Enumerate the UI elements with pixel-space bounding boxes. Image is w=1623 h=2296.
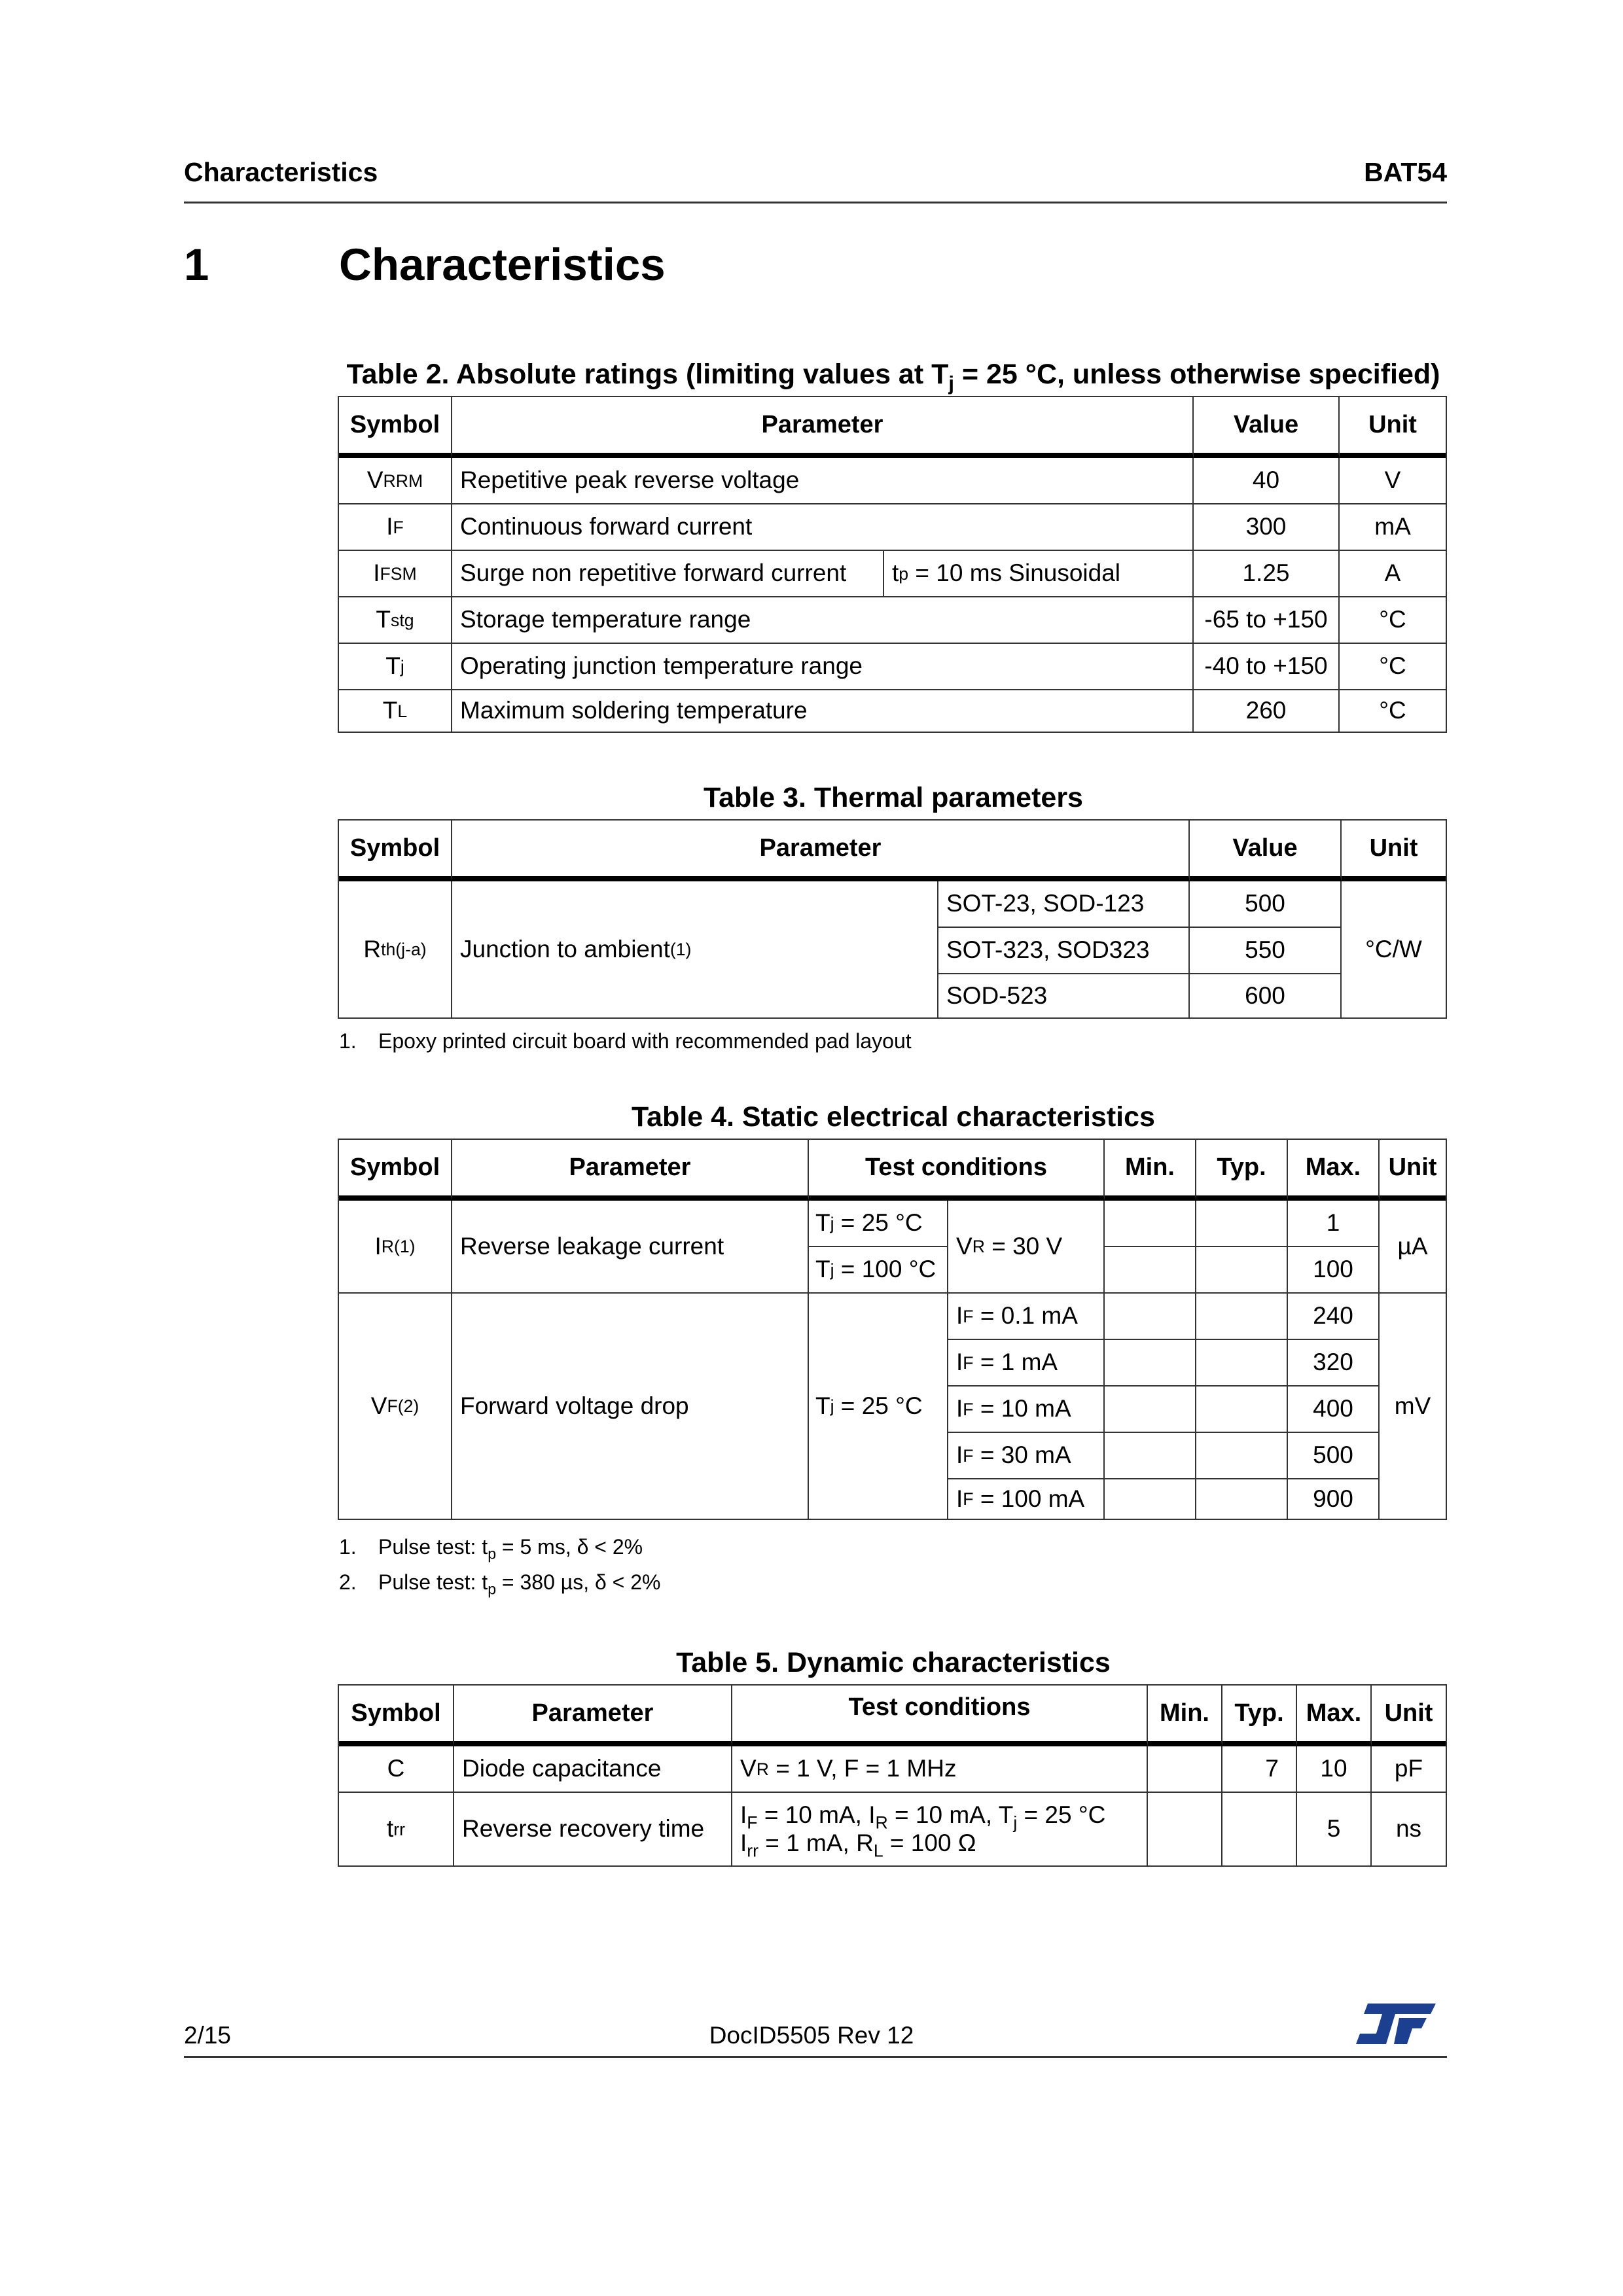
t4-typ	[1196, 1294, 1288, 1340]
t4-typ	[1196, 1386, 1288, 1433]
t4-max: 240	[1288, 1294, 1380, 1340]
t5-max: 10	[1297, 1746, 1372, 1793]
t3-value: 550	[1190, 928, 1342, 974]
t4-note-number: 2.	[339, 1570, 357, 1594]
t4-min	[1105, 1386, 1196, 1433]
t3-package: SOT-23, SOD-123	[938, 881, 1190, 928]
t4-note: Pulse test: $t_p = 380$ µs, δ < 2%	[378, 1570, 661, 1598]
table2	[338, 396, 1447, 733]
table4	[338, 1139, 1447, 1520]
t4-ir-temp: T j = 100 °C	[809, 1247, 948, 1294]
t2-parameter: Storage temperature range	[452, 597, 1194, 644]
t5-condition	[732, 1793, 1148, 1865]
t5-min	[1148, 1746, 1222, 1793]
t2-value: -40 to +150	[1194, 644, 1340, 690]
t5-min	[1148, 1793, 1222, 1865]
t2-symbol: T L	[339, 690, 452, 732]
t3-header-symbol: Symbol	[339, 821, 452, 881]
t4-max: 1	[1288, 1201, 1380, 1247]
st-logo	[1353, 2001, 1438, 2047]
table5	[338, 1684, 1447, 1867]
section-title: Characteristics	[339, 239, 666, 290]
t5-condition: V R = 1 V, F = 1 MHz	[732, 1746, 1148, 1793]
header-rule	[184, 202, 1447, 203]
t2-parameter: Surge non repetitive forward current	[452, 551, 884, 597]
t5-header-max: Max.	[1297, 1686, 1372, 1746]
t4-vf-temp: T j = 25 °C	[809, 1294, 948, 1519]
t5-typ	[1222, 1793, 1297, 1865]
t2-unit: °C	[1340, 644, 1446, 690]
t4-vf-parameter: Forward voltage drop	[452, 1294, 809, 1519]
t2-header-parameter: Parameter	[452, 397, 1194, 458]
table3-caption: Table 3. Thermal parameters	[704, 782, 1083, 813]
t5-symbol: C	[339, 1746, 454, 1793]
t4-header-min: Min.	[1105, 1140, 1196, 1201]
t2-symbol: I F	[339, 504, 452, 551]
t4-typ	[1196, 1201, 1288, 1247]
t4-typ	[1196, 1247, 1288, 1294]
t2-unit: mA	[1340, 504, 1446, 551]
t2-symbol: T j	[339, 644, 452, 690]
t2-symbol: V RRM	[339, 458, 452, 504]
t2-value: 1.25	[1194, 551, 1340, 597]
t4-header-unit: Unit	[1380, 1140, 1446, 1201]
t2-unit: V	[1340, 458, 1446, 504]
section-number: 1	[184, 239, 209, 290]
t3-note-number: 1.	[339, 1029, 357, 1053]
page-number: 2/15	[184, 2022, 232, 2049]
t3-package: SOD-523	[938, 974, 1190, 1017]
t4-vf-if: I F = 10 mA	[948, 1386, 1105, 1433]
t4-vf-if: I F = 0.1 mA	[948, 1294, 1105, 1340]
t4-max: 320	[1288, 1340, 1380, 1386]
st-logo-icon	[1353, 2001, 1438, 2047]
doc-id: DocID5505 Rev 12	[709, 2022, 914, 2049]
t4-header-parameter: Parameter	[452, 1140, 809, 1201]
t4-typ	[1196, 1433, 1288, 1479]
t4-min	[1105, 1247, 1196, 1294]
t4-min	[1105, 1433, 1196, 1479]
t4-header-max: Max.	[1288, 1140, 1380, 1201]
t5-parameter: Reverse recovery time	[454, 1793, 732, 1865]
t4-header-test: Test conditions	[809, 1140, 1105, 1201]
t3-note: Epoxy printed circuit board with recommended pad layout	[378, 1029, 912, 1053]
running-header-right: BAT54	[1364, 157, 1447, 187]
t4-typ	[1196, 1340, 1288, 1386]
t4-typ	[1196, 1479, 1288, 1519]
t5-condition-line: $I_F = 10$ mA, $I_R = 10$ mA, $T_j = 25$ °C	[740, 1801, 1106, 1833]
t2-value: 260	[1194, 690, 1340, 732]
t4-max: 400	[1288, 1386, 1380, 1433]
t2-header-symbol: Symbol	[339, 397, 452, 458]
t5-header-typ: Typ.	[1222, 1686, 1297, 1746]
table2-caption: Table 2. Absolute ratings (limiting values at $T_j = 25$ °C, unless otherwise specified)	[346, 359, 1440, 395]
t3-unit: °C/W	[1365, 935, 1422, 963]
t3-header-parameter: Parameter	[452, 821, 1190, 881]
t2-symbol: I FSM	[339, 551, 452, 597]
t3-symbol: R th(j-a)	[339, 881, 452, 1017]
t5-symbol: t rr	[339, 1793, 454, 1865]
t2-unit: °C	[1379, 697, 1406, 724]
t4-ir-symbol: I R (1)	[339, 1201, 452, 1294]
t4-vf-if: I F = 30 mA	[948, 1433, 1105, 1479]
t4-ir-unit: µA	[1380, 1201, 1446, 1294]
t5-max: 5	[1297, 1793, 1372, 1865]
t2-header-unit: Unit	[1340, 397, 1446, 458]
t4-header-typ: Typ.	[1196, 1140, 1288, 1201]
t4-header-symbol: Symbol	[339, 1140, 452, 1201]
t5-unit: pF	[1372, 1746, 1446, 1793]
t4-max: 900	[1288, 1479, 1380, 1519]
t2-value: -65 to +150	[1194, 597, 1340, 644]
t5-condition-line: $I_{rr} = 1$ mA, $R_L = 100$ Ω	[740, 1829, 976, 1861]
t2-parameter: Maximum soldering temperature	[452, 690, 1194, 732]
t4-max: 100	[1288, 1247, 1380, 1294]
t2-condition: t p = 10 ms Sinusoidal	[884, 551, 1194, 597]
running-header-left: Characteristics	[184, 157, 378, 187]
t3-header-value: Value	[1190, 821, 1342, 881]
t2-parameter: Operating junction temperature range	[452, 644, 1194, 690]
t5-header-parameter: Parameter	[454, 1686, 732, 1746]
t5-header-min: Min.	[1148, 1686, 1222, 1746]
t4-ir-temp: T j = 25 °C	[809, 1201, 948, 1247]
t2-parameter: Repetitive peak reverse voltage	[452, 458, 1194, 504]
t4-min	[1105, 1201, 1196, 1247]
t3-value: 600	[1190, 974, 1342, 1017]
t5-unit: ns	[1395, 1815, 1422, 1843]
t4-vf-unit: mV	[1394, 1392, 1431, 1419]
t4-min	[1105, 1294, 1196, 1340]
t2-symbol: T stg	[339, 597, 452, 644]
t4-min	[1105, 1479, 1196, 1519]
table3	[338, 819, 1447, 1019]
t4-min	[1105, 1340, 1196, 1386]
t4-ir-vr: V R = 30 V	[948, 1201, 1105, 1294]
t4-note: Pulse test: $t_p = 5$ ms, δ < 2%	[378, 1535, 643, 1563]
t5-header-symbol: Symbol	[339, 1686, 454, 1746]
t4-max: 500	[1288, 1433, 1380, 1479]
t2-unit: °C	[1340, 597, 1446, 644]
t4-vf-symbol: V F (2)	[339, 1294, 452, 1519]
t5-typ: 7	[1222, 1746, 1297, 1793]
t4-vf-if: I F = 100 mA	[948, 1479, 1105, 1519]
footer-rule	[184, 2056, 1447, 2058]
t3-package: SOT-323, SOD323	[938, 928, 1190, 974]
t4-vf-if: I F = 1 mA	[948, 1340, 1105, 1386]
t3-value: 500	[1190, 881, 1342, 928]
t2-parameter: Continuous forward current	[452, 504, 1194, 551]
table4-caption: Table 4. Static electrical characteristics	[632, 1101, 1155, 1133]
t4-note-number: 1.	[339, 1535, 357, 1559]
t2-value: 40	[1194, 458, 1340, 504]
t5-parameter: Diode capacitance	[454, 1746, 732, 1793]
t3-header-unit: Unit	[1342, 821, 1446, 881]
t5-header-test: Test conditions	[732, 1686, 1148, 1746]
table5-caption: Table 5. Dynamic characteristics	[676, 1647, 1111, 1678]
t3-parameter: Junction to ambient (1)	[452, 881, 938, 1017]
t2-header-value: Value	[1194, 397, 1340, 458]
t5-header-unit: Unit	[1372, 1686, 1446, 1746]
t4-ir-parameter: Reverse leakage current	[452, 1201, 809, 1294]
t2-value: 300	[1194, 504, 1340, 551]
t2-unit: A	[1340, 551, 1446, 597]
